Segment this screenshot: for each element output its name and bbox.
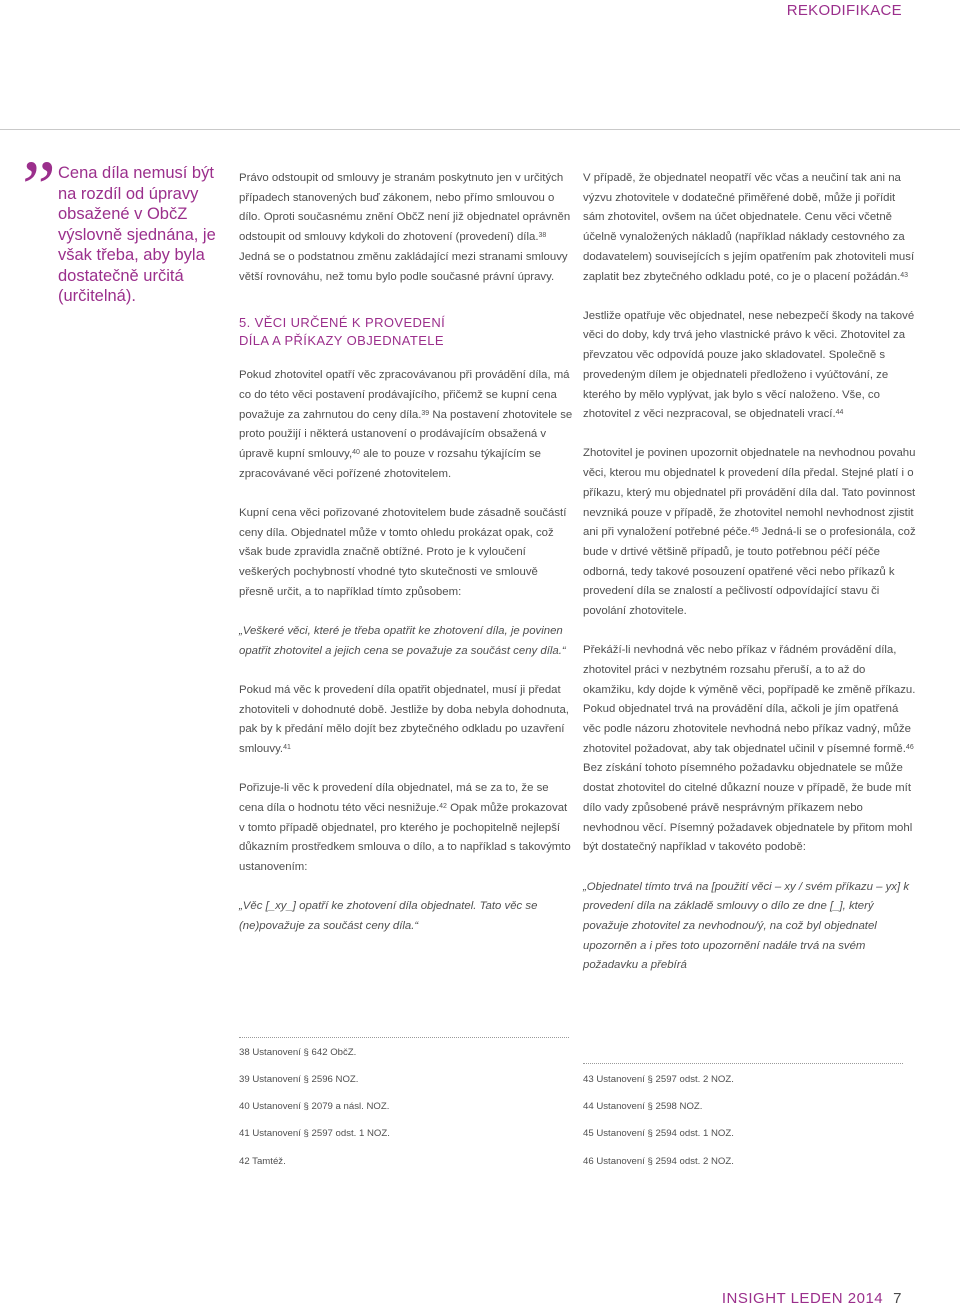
contract-clause-quote: „Věc [_xy_] opatří ke zhotovení díla objednatel. Tato věc se (ne)považuje za součást ceny díla.“ <box>239 900 538 932</box>
paragraph: Pokud zhotovitel opatří věc zpracovávanou při provádění díla, má co do této věci postavení prodávajícího, přičemž se kupní cena považuje za zahrnutou do ceny díla.$^{39}$ Na postavení zhotovitele se proto použijí i některá ustanovení o prodávajícím obsažená v úpravě kupní smlouvy,$^{40}$ ale to pouze v rozsahu týkajícím se zpracovávané věci pořízené zhotovitelem. <box>239 369 573 480</box>
paragraph: Zhotovitel je povinen upozornit objednatele na nevhodnou povahu věci, kterou mu objednatel k provedení díla předal. Stejné platí i o příkazu, který mu objednatel při provádění díla dal. Tato povinnost nevzniká pouze v případě, že zhotovitel nemohl nevhodnost zjistit ani při vynaložení potřebné péče.$^{45}$ Jedná-li se o profesionála, což bude v drtivé většině případů, je touto potřebnou péčí péče odborná, tedy takové posouzení opatřené věci nebo příkazů k provedení díla se znalostí a pečlivostí odpovídající stavu či povolání zhotovitele. <box>583 447 916 618</box>
footnote: 45 Ustanovení § 2594 odst. 1 NOZ. <box>583 1128 734 1139</box>
footnote: 46 Ustanovení § 2594 odst. 2 NOZ. <box>583 1156 734 1167</box>
footnote-divider <box>239 1037 569 1038</box>
footnote: 42 Tamtéž. <box>239 1156 286 1167</box>
paragraph: Pokud má věc k provedení díla opatřit objednatel, musí ji předat zhotoviteli v dohodnuté době. Jestliže by doba nebyla dohodnuta, pak by k předání mělo dojít bez zbytečného odkladu po uzavření smlouvy.$^{41}$ <box>239 683 569 755</box>
page-number: 7 <box>893 1290 902 1307</box>
paragraph: Právo odstoupit od smlouvy je stranám poskytnuto jen v určitých případech stanovených buď zákonem, nebo přímo smlouvou o dílo. Oproti současnému znění ObčZ není již objednatel oprávněn odstoupit od smlouvy kdykoli do zhotovení (provedení) díla.$^{38}$ Jedná se o podstatnou změnu zakládající mezi stranami smlouvy větší rovnováhu, než tomu bylo podle současné právní úpravy. <box>239 172 571 283</box>
pull-quote: Cena díla nemusí být na rozdíl od úpravy obsažené v ObčZ výslovně sjednána, je však třeba, aby byla dostatečně určitá (určitelná). <box>58 164 216 305</box>
contract-clause-quote: „Objednatel tímto trvá na [použití věci – xy / svém příkazu – yx] k provedení díla na základě smlouvy o dílo ze dne [_], který považuje zhotovitel za nevhodnou/ý, na což byl objednatel upozorněn a i přes toto upozornění nadále trvá na svém požadavku a přebírá <box>583 880 910 972</box>
paragraph: Pořizuje-li věc k provedení díla objednatel, má se za to, že se cena díla o hodnotu této věci nesnižuje.$^{42}$ Opak může prokazovat v tomto případě objednatel, pro kterého je pochopitelně nejlepší důkazním prostředkem smlouva o dílo, a to například s takovýmto ustanovením: <box>239 782 571 873</box>
quote-mark-icon: ” <box>22 146 50 230</box>
footnote: 40 Ustanovení § 2079 a násl. NOZ. <box>239 1101 390 1112</box>
section-heading: 5. VĚCI URČENÉ K PROVEDENÍ DÍLA A PŘÍKAZY OBJEDNATELE <box>239 315 446 349</box>
footnote: 43 Ustanovení § 2597 odst. 2 NOZ. <box>583 1074 734 1085</box>
page-footer <box>722 1290 902 1307</box>
header-divider <box>0 129 960 130</box>
paragraph: Kupní cena věci pořizované zhotovitelem bude zásadně součástí ceny díla. Objednatel může v tomto ohledu prokázat opak, což však bude zpravidla značně obtížné. Proto je k vyloučení veškerých pochybností vhodné tyto skutečnosti ve smlouvě přesně určit, a to například tímto způsobem: <box>239 506 567 598</box>
magazine-issue: INSIGHT LEDEN 2014 <box>721 1290 884 1307</box>
contract-clause-quote: „Veškeré věci, které je třeba opatřit ke zhotovení díla, je povinen opatřit zhotovitel a jejich cena se považuje za součást ceny díla.“ <box>239 624 566 657</box>
footnote: 44 Ustanovení § 2598 NOZ. <box>583 1101 703 1112</box>
footnote: 38 Ustanovení § 642 ObčZ. <box>239 1047 357 1058</box>
section-label: REKODIFIKACE <box>786 2 902 19</box>
middle-column <box>239 169 574 956</box>
paragraph: Jestliže opatřuje věc objednatel, nese nebezpečí škody na takové věci do doby, kdy trvá jeho vlastnické právo k věci. Zhotovitel za převzatou věc odpovídá pouze jako skladovatel. Společně s provedeným dílem je objednateli předloženo i vyúčtování, ze kterého by mělo vyplývat, jak bylo s věcí naloženo. Vše, co zhotovitel z věci nezpracoval, se objednateli vrací.$^{44}$ <box>583 309 915 421</box>
paragraph: V případě, že objednatel neopatří věc včas a neučiní tak ani na výzvu zhotovitele v dodatečné přiměřené době, může ji pořídit sám zhotovitel, ovšem na účet objednatele. Cenu věci včetně účelně vynaložených nákladů (například náklady cestovného za dodavatelem) souvisejících s jejím opatřením pak zhotoviteli musí zaplatit bez zbytečného odkladu poté, co je o placení požádán.$^{43}$ <box>583 172 915 283</box>
paragraph: Překáží-li nevhodná věc nebo příkaz v řádném provádění díla, zhotovitel práci v nezbytném rozsahu přeruší, a to až do okamžiku, kdy dojde k výměně věci, popřípadě ke změně příkazu. Pokud objednatel trvá na provádění díla, ačkoli je jím opatřená věc podle názoru zhotovitele nevhodná nebo příkaz vadný, může zhotovitel požadovat, aby tak objednatel učinil v písemné formě.$^{46}$ Bez získání tohoto písemného požadavku objednatele se může dostat zhotovitel do citelné důkazní nouze v případě, že bude mít dílo vady způsobené právě nesprávným příkazem nebo nevhodnou věcí. Písemný požadavek objednatele by přitom mohl být dostatečný například v takovéto podobě: <box>583 644 916 854</box>
footnote: 41 Ustanovení § 2597 odst. 1 NOZ. <box>239 1128 390 1139</box>
footnote: 39 Ustanovení § 2596 NOZ. <box>239 1074 359 1085</box>
right-column <box>583 169 918 996</box>
footnote-divider <box>583 1063 903 1064</box>
